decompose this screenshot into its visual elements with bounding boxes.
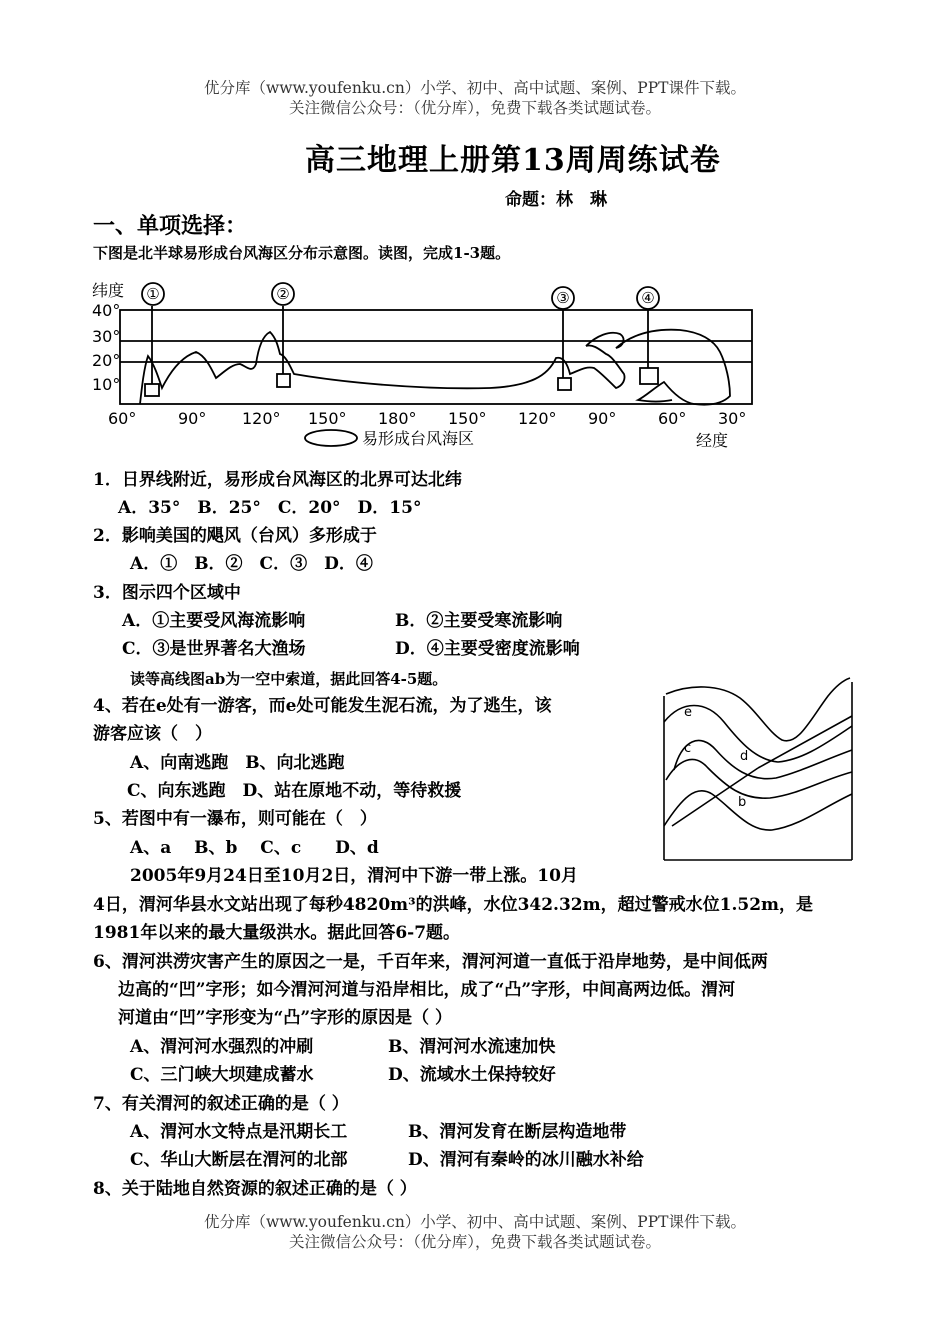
passage-6-7-line-1: 2005年9月24日至10月2日，渭河中下游一带上涨。10月: [130, 866, 578, 886]
map-frame: [120, 310, 752, 404]
lat-tick-30: 30°: [92, 327, 121, 346]
question-6-option-c: C、三门峡大坝建成蓄水: [130, 1065, 314, 1085]
intro-4-5: 读等高线图ab为一空中索道，据此回答4-5题。: [130, 670, 448, 688]
section-heading: 一、单项选择：: [93, 214, 248, 239]
lon-tick: 180°: [378, 409, 417, 428]
question-6-option-a: A、渭河河水强烈的冲刷: [130, 1037, 314, 1057]
lon-tick: 30°: [718, 409, 747, 428]
question-6-option-d: D、流域水土保持较好: [388, 1065, 556, 1085]
x-axis-label: 经度: [696, 431, 729, 450]
question-3-option-a: A．①主要受风海流影响: [122, 611, 306, 631]
marker-2-label: ②: [276, 285, 290, 303]
question-6-option-b: B、渭河河水流速加快: [388, 1037, 556, 1057]
lon-tick: 60°: [658, 409, 687, 428]
question-7-option-c: C、华山大断层在渭河的北部: [130, 1150, 348, 1170]
question-3-option-b: B．②主要受寒流影响: [395, 611, 563, 631]
question-7-option-d: D、渭河有秦岭的冰川融水补给: [408, 1150, 644, 1170]
question-1: 1．日界线附近，易形成台风海区的北界可达北纬: [93, 470, 462, 490]
header-line-2: 关注微信公众号：（优分库），免费下载各类试题试卷。: [288, 99, 661, 117]
lat-tick-10: 10°: [92, 375, 121, 394]
question-5-options: A、a B、b C、c D、d: [130, 838, 379, 858]
question-7: 7、有关渭河的叙述正确的是（ ）: [93, 1094, 349, 1114]
typhoon-map: [90, 276, 770, 456]
question-8: 8、关于陆地自然资源的叙述正确的是（ ）: [93, 1179, 417, 1199]
lon-tick: 120°: [242, 409, 281, 428]
question-3-option-c: C．③是世界著名大渔场: [122, 639, 306, 659]
footer-line-1: 优分库（www.youfenku.cn）小学、初中、高中试题、案例、PPT课件下载。: [203, 1213, 747, 1231]
question-4-options-cd: C、向东逃跑 D、站在原地不动，等待救援: [127, 781, 462, 801]
question-7-option-b: B、渭河发育在断层构造地带: [408, 1122, 627, 1142]
legend-label: 易形成台风海区: [362, 429, 475, 448]
question-6-line-1: 6、渭河洪涝灾害产生的原因之一是，千百年来，渭河河道一直低于沿岸地势，是中间低两: [93, 952, 768, 972]
question-2: 2．影响美国的飓风（台风）多形成于: [93, 526, 377, 546]
contour-line-5: [664, 791, 852, 830]
footer-line-2: 关注微信公众号：（优分库），免费下载各类试题试卷。: [288, 1233, 661, 1251]
question-3: 3．图示四个区域中: [93, 583, 241, 603]
lon-tick: 60°: [108, 409, 137, 428]
question-1-options: A．35° B．25° C．20° D．15°: [118, 498, 422, 518]
contour-line-2: [664, 706, 852, 763]
contour-line-3: [674, 740, 852, 778]
lon-tick: 90°: [178, 409, 207, 428]
lat-tick-20: 20°: [92, 351, 121, 370]
question-3-option-d: D．④主要受密度流影响: [395, 639, 580, 659]
typhoon-zone-west: [140, 332, 625, 404]
legend-ellipse: [305, 430, 357, 446]
lon-tick: 150°: [308, 409, 347, 428]
intro-1-3: 下图是北半球易形成台风海区分布示意图。读图，完成1-3题。: [93, 244, 511, 262]
marker-4-label: ④: [641, 289, 655, 307]
lat-tick-40: 40°: [92, 301, 121, 320]
marker-3-label: ③: [556, 289, 570, 307]
contour-label-d: d: [740, 749, 749, 764]
question-6-line-3: 河道由“凹”字形变为“凸”字形的原因是（ ）: [118, 1008, 453, 1028]
question-5: 5、若图中有一瀑布，则可能在（ ）: [93, 809, 377, 829]
question-7-option-a: A、渭河水文特点是汛期长工: [130, 1122, 348, 1142]
lon-tick: 150°: [448, 409, 487, 428]
passage-6-7-line-3: 1981年以来的最大量级洪水。据此回答6-7题。: [93, 923, 461, 943]
page-title: 高三地理上册第13周周练试卷: [305, 143, 721, 178]
question-6-line-2: 边高的“凹”字形；如今渭河河道与沿岸相比，成了“凸”字形，中间高两边低。渭河: [118, 980, 736, 1000]
header-line-1: 优分库（www.youfenku.cn）小学、初中、高中试题、案例、PPT课件下载。: [203, 79, 747, 97]
contour-label-b: b: [738, 795, 747, 810]
contour-map: [660, 676, 855, 862]
question-4-line-2: 游客应该（ ）: [93, 724, 212, 744]
marker-2-box: [277, 374, 290, 387]
question-2-options: A．① B．② C．③ D．④: [130, 554, 373, 574]
cableway-ab-right: [758, 716, 852, 768]
contour-label-e: e: [684, 705, 692, 720]
y-axis-label: 纬度: [92, 281, 125, 300]
marker-4-box: [640, 368, 658, 384]
passage-6-7-line-2: 4日，渭河华县水文站出现了每秒4820m³的洪峰，水位342.32m，超过警戒水位1.52m，是: [93, 895, 814, 915]
question-4-line-1: 4、若在e处有一游客，而e处可能发生泥石流，为了逃生，该: [93, 696, 552, 716]
question-4-options-ab: A、向南逃跑 B、向北逃跑: [130, 753, 345, 773]
marker-1-box: [145, 384, 159, 396]
marker-1-label: ①: [146, 285, 160, 303]
contour-label-c: c: [684, 741, 692, 756]
marker-3-box: [558, 378, 571, 390]
contour-line-1: [666, 678, 850, 741]
lon-tick: 120°: [518, 409, 557, 428]
author: 命题：林 琳: [505, 190, 607, 210]
lon-tick: 90°: [588, 409, 617, 428]
